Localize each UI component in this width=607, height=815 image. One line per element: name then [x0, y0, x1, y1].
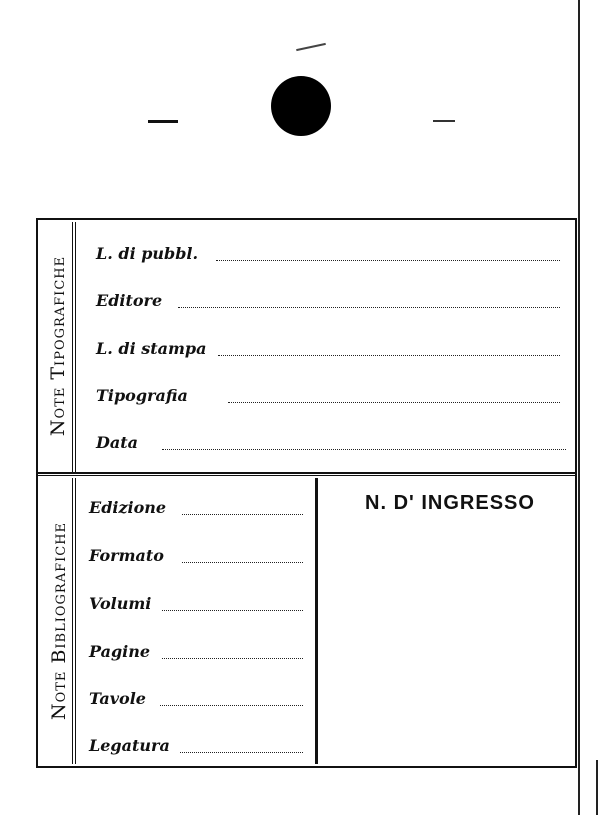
tick-mark-right — [433, 120, 455, 122]
field-line-volumi[interactable] — [162, 610, 303, 611]
field-label-data: Data — [96, 433, 138, 452]
field-label-luogo-pubblicazione: L. di pubbl. — [96, 244, 199, 263]
field-line-pagine[interactable] — [162, 658, 303, 659]
field-label-pagine: Pagine — [89, 642, 151, 661]
field-line-tavole[interactable] — [160, 705, 303, 706]
field-line-edizione[interactable] — [182, 514, 303, 515]
card-edge-right — [578, 0, 580, 815]
ink-speck — [296, 43, 326, 51]
field-label-luogo-stampa: L. di stampa — [96, 339, 207, 358]
field-label-legatura: Legatura — [89, 736, 170, 755]
field-line-data[interactable] — [162, 449, 566, 450]
field-line-editore[interactable] — [178, 307, 560, 308]
field-label-volumi: Volumi — [89, 594, 152, 613]
field-label-tavole: Tavole — [89, 689, 146, 708]
field-line-luogo-pubblicazione[interactable] — [216, 260, 560, 261]
tick-mark-left — [148, 120, 178, 123]
section-title-bibliografiche: Note Bibliografiche — [48, 521, 70, 721]
field-label-tipografia: Tipografia — [96, 386, 188, 405]
field-label-formato: Formato — [89, 546, 164, 565]
field-line-legatura[interactable] — [180, 752, 303, 753]
ingresso-number-label: N. D' INGRESSO — [365, 492, 535, 514]
field-label-editore: Editore — [96, 291, 163, 310]
field-line-luogo-stampa[interactable] — [218, 355, 560, 356]
field-line-tipografia[interactable] — [228, 402, 560, 403]
field-line-formato[interactable] — [182, 562, 303, 563]
field-label-edizione: Edizione — [89, 498, 167, 517]
section-divider — [38, 472, 575, 476]
card-edge-right-lower — [596, 760, 598, 815]
column-divider — [315, 478, 318, 764]
punch-hole — [271, 76, 331, 136]
section-title-tipografiche: Note Tipografiche — [47, 255, 69, 437]
